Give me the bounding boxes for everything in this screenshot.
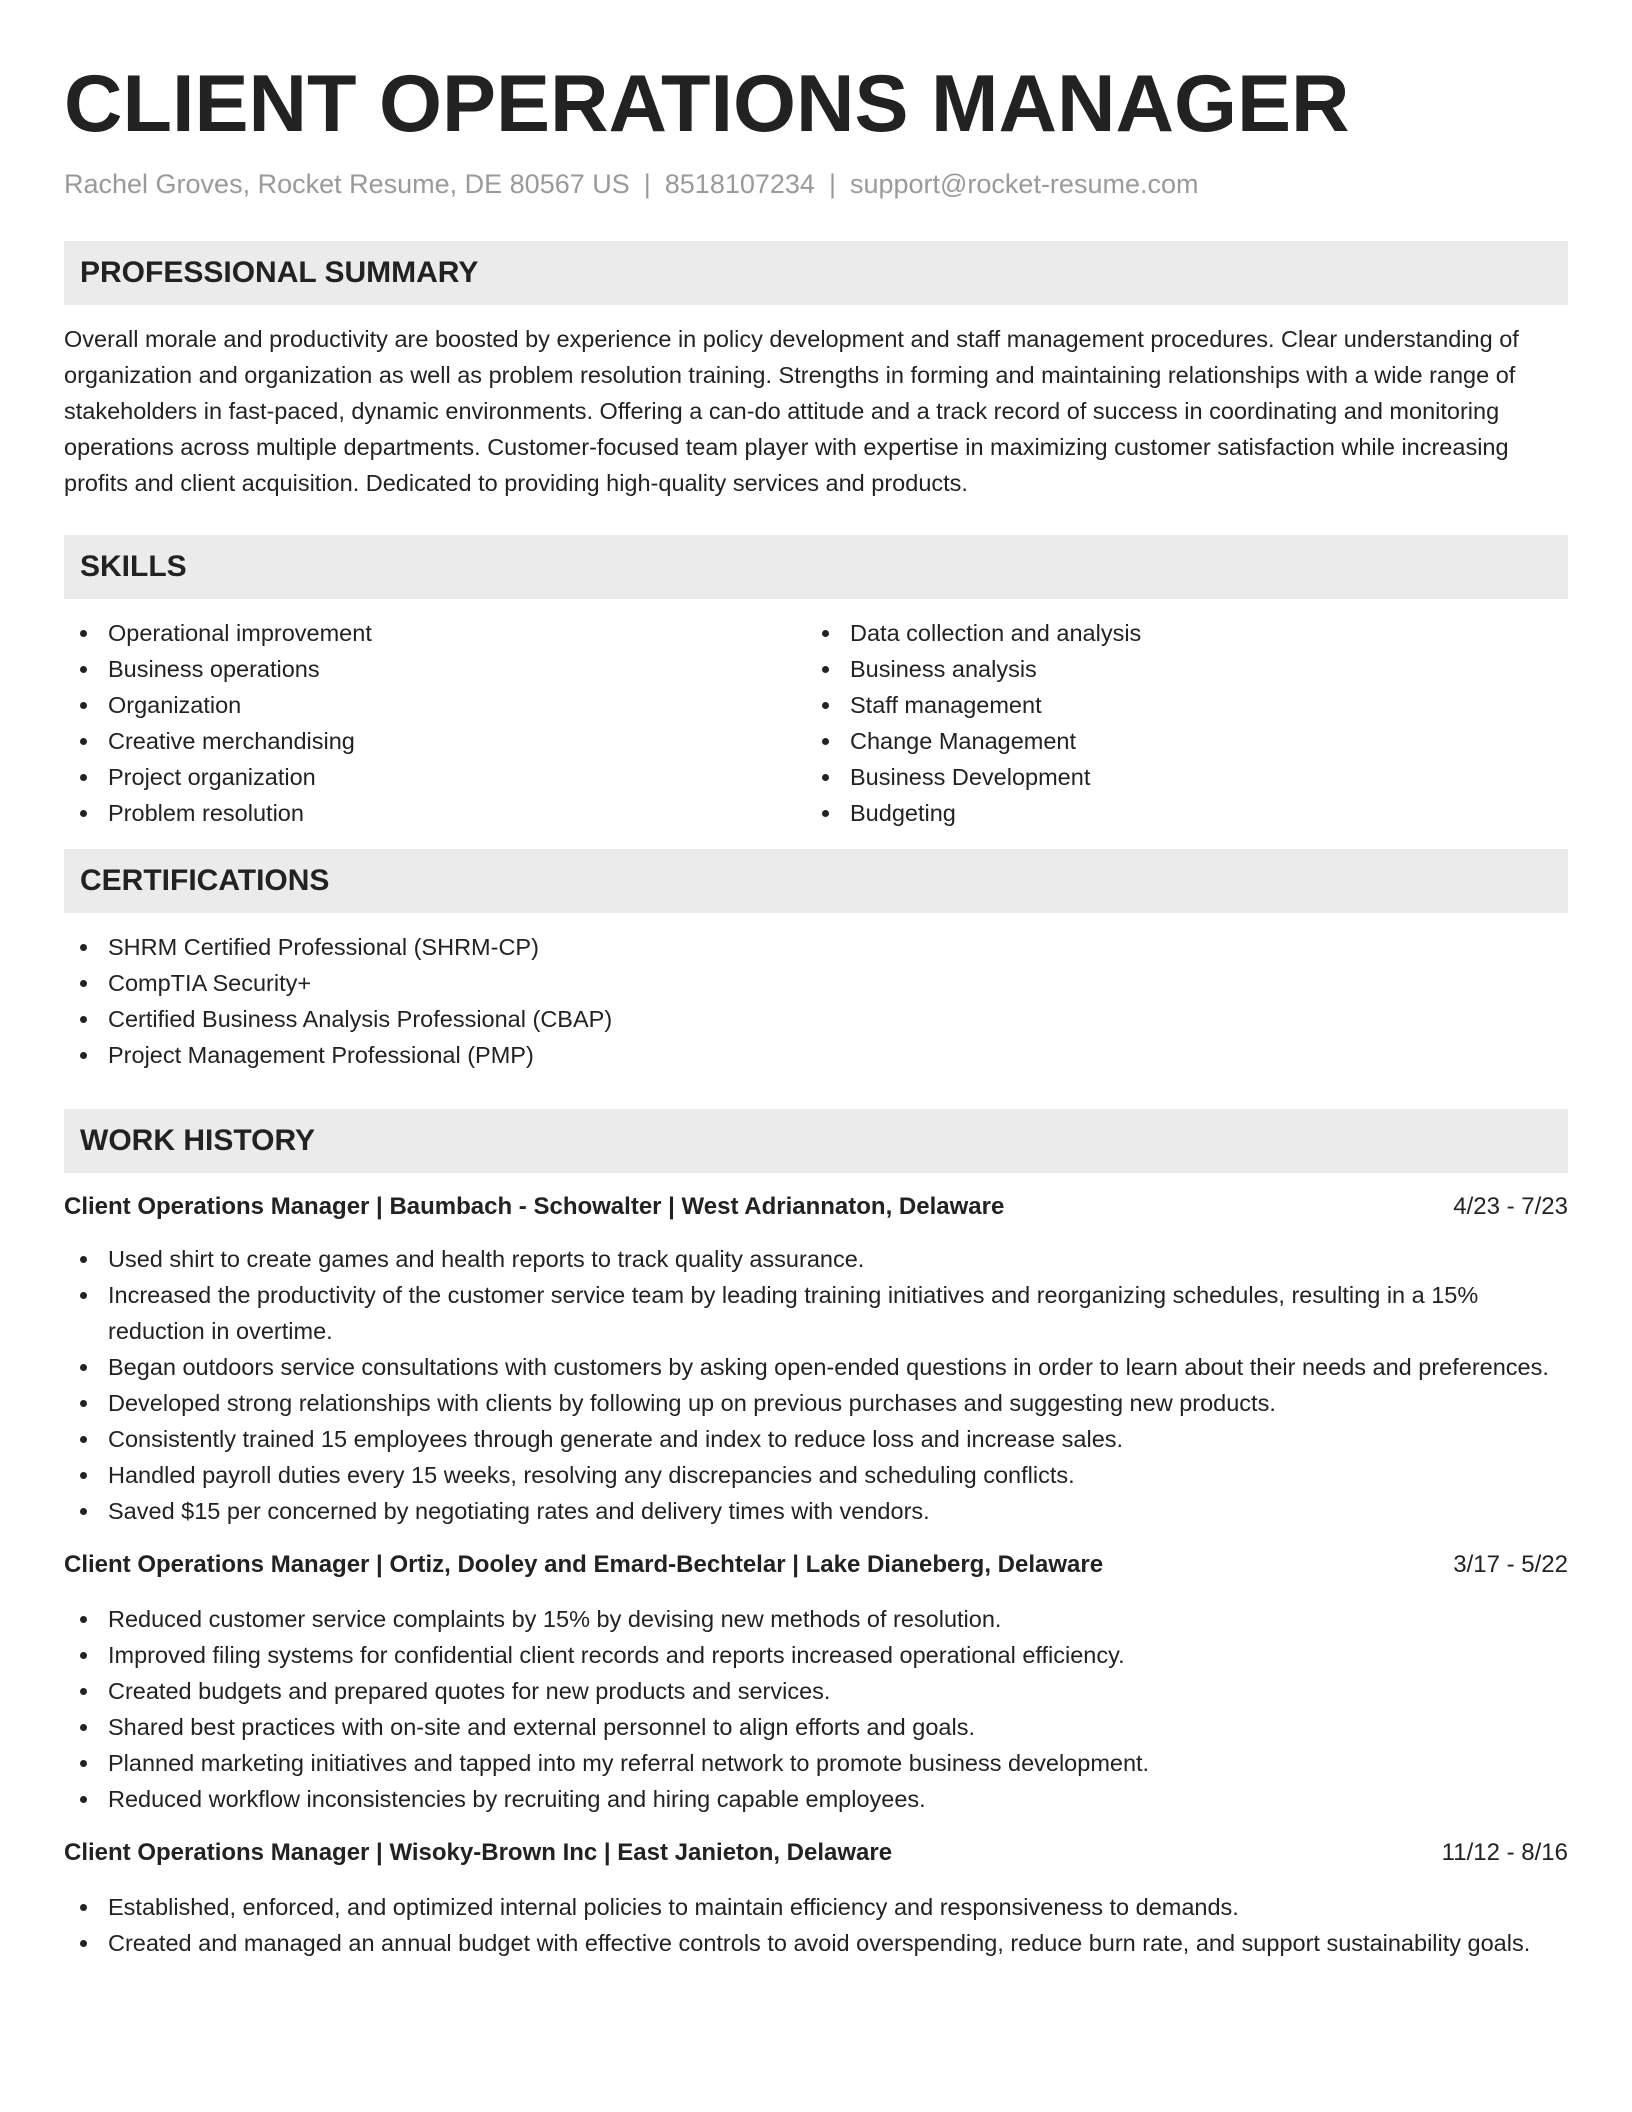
job-title: Client Operations Manager | Wisoky-Brown Inc | East Janieton, Delaware xyxy=(64,1839,893,1866)
job-bullet: Planned marketing initiatives and tapped into my referral network to promote business development. xyxy=(64,1745,1568,1781)
job-bullet: Increased the productivity of the customer service team by leading training initiatives and reorganizing schedules, resulting in a 15% reduction in overtime. xyxy=(64,1277,1568,1349)
skill-item: Business operations xyxy=(64,651,806,687)
job-dates: 4/23 - 7/23 xyxy=(1453,1193,1568,1220)
job-entry xyxy=(64,1835,1568,1961)
resume-page xyxy=(64,0,1568,1961)
job-bullet: Established, enforced, and optimized internal policies to maintain efficiency and responsiveness to demands. xyxy=(64,1889,1568,1925)
job-bullet: Created and managed an annual budget with effective controls to avoid overspending, reduce burn rate, and support sustainability goals. xyxy=(64,1925,1568,1961)
contact-line xyxy=(64,166,1568,202)
job-bullet: Handled payroll duties every 15 weeks, resolving any discrepancies and scheduling conflicts. xyxy=(64,1457,1568,1493)
certification-item: Certified Business Analysis Professional (CBAP) xyxy=(64,1001,1568,1037)
contact-separator: | xyxy=(643,169,651,199)
summary-text: Overall morale and productivity are boosted by experience in policy development and staff management procedures. Clear understanding of organization and organization as well as problem resolution training. Strengths in forming and maintaining relationships with a wide range of stakeholders in fast-paced, dynamic environments. Offering a can-do attitude and a track record of success in coordinating and monitoring operations across multiple departments. Customer-focused team player with expertise in maximizing customer satisfaction while increasing profits and client acquisition. Dedicated to providing high-quality services and products. xyxy=(64,326,1519,496)
job-bullet: Shared best practices with on-site and external personnel to align efforts and goals. xyxy=(64,1709,1568,1745)
skill-item: Business analysis xyxy=(806,651,1548,687)
job-bullet: Improved filing systems for confidential client records and reports increased operational efficiency. xyxy=(64,1637,1568,1673)
skill-item: Creative merchandising xyxy=(64,723,806,759)
contact-address: Rachel Groves, Rocket Resume, DE 80567 US xyxy=(64,169,630,199)
job-header xyxy=(64,1189,1568,1225)
job-dates: 3/17 - 5/22 xyxy=(1453,1551,1568,1578)
contact-separator: | xyxy=(828,169,836,199)
skill-item: Business Development xyxy=(806,759,1548,795)
skill-item: Data collection and analysis xyxy=(806,615,1548,651)
skill-item: Staff management xyxy=(806,687,1548,723)
job-header xyxy=(64,1547,1568,1583)
job-dates: 11/12 - 8/16 xyxy=(1441,1839,1568,1866)
skill-item: Project organization xyxy=(64,759,806,795)
job-header xyxy=(64,1835,1568,1871)
resume-title: CLIENT OPERATIONS MANAGER xyxy=(64,59,1350,149)
job-bullet: Created budgets and prepared quotes for new products and services. xyxy=(64,1673,1568,1709)
skills-grid xyxy=(64,615,1568,831)
skill-item: Change Management xyxy=(806,723,1548,759)
skill-item: Operational improvement xyxy=(64,615,806,651)
job-bullet: Reduced workflow inconsistencies by recruiting and hiring capable employees. xyxy=(64,1781,1568,1817)
job-entry xyxy=(64,1547,1568,1817)
section-header-summary: PROFESSIONAL SUMMARY xyxy=(64,241,1568,305)
certification-item: SHRM Certified Professional (SHRM-CP) xyxy=(64,929,1568,965)
skills-list-right xyxy=(806,615,1548,831)
skill-item: Problem resolution xyxy=(64,795,806,831)
job-bullets xyxy=(64,1601,1568,1817)
job-bullet: Used shirt to create games and health reports to track quality assurance. xyxy=(64,1241,1568,1277)
contact-phone: 8518107234 xyxy=(664,169,815,199)
job-bullet: Developed strong relationships with clients by following up on previous purchases and suggesting new products. xyxy=(64,1385,1568,1421)
job-bullets xyxy=(64,1889,1568,1961)
section-header-certifications: CERTIFICATIONS xyxy=(64,849,1568,913)
skills-list-left xyxy=(64,615,806,831)
contact-email: support@rocket-resume.com xyxy=(849,169,1199,199)
certification-item: CompTIA Security+ xyxy=(64,965,1568,1001)
job-bullet: Began outdoors service consultations with customers by asking open-ended questions in order to learn about their needs and preferences. xyxy=(64,1349,1568,1385)
job-bullet: Saved $15 per concerned by negotiating rates and delivery times with vendors. xyxy=(64,1493,1568,1529)
job-entry xyxy=(64,1189,1568,1529)
job-bullets xyxy=(64,1241,1568,1529)
job-bullet: Consistently trained 15 employees through generate and index to reduce loss and increase sales. xyxy=(64,1421,1568,1457)
job-title: Client Operations Manager | Baumbach - Schowalter | West Adriannaton, Delaware xyxy=(64,1193,1005,1220)
skill-item: Organization xyxy=(64,687,806,723)
certifications-list xyxy=(64,929,1568,1073)
job-bullet: Reduced customer service complaints by 15% by devising new methods of resolution. xyxy=(64,1601,1568,1637)
skill-item: Budgeting xyxy=(806,795,1548,831)
job-title: Client Operations Manager | Ortiz, Dooley and Emard-Bechtelar | Lake Dianeberg, Delaware xyxy=(64,1551,1104,1578)
section-header-work-history: WORK HISTORY xyxy=(64,1109,1568,1173)
certification-item: Project Management Professional (PMP) xyxy=(64,1037,1568,1073)
section-header-skills: SKILLS xyxy=(64,535,1568,599)
